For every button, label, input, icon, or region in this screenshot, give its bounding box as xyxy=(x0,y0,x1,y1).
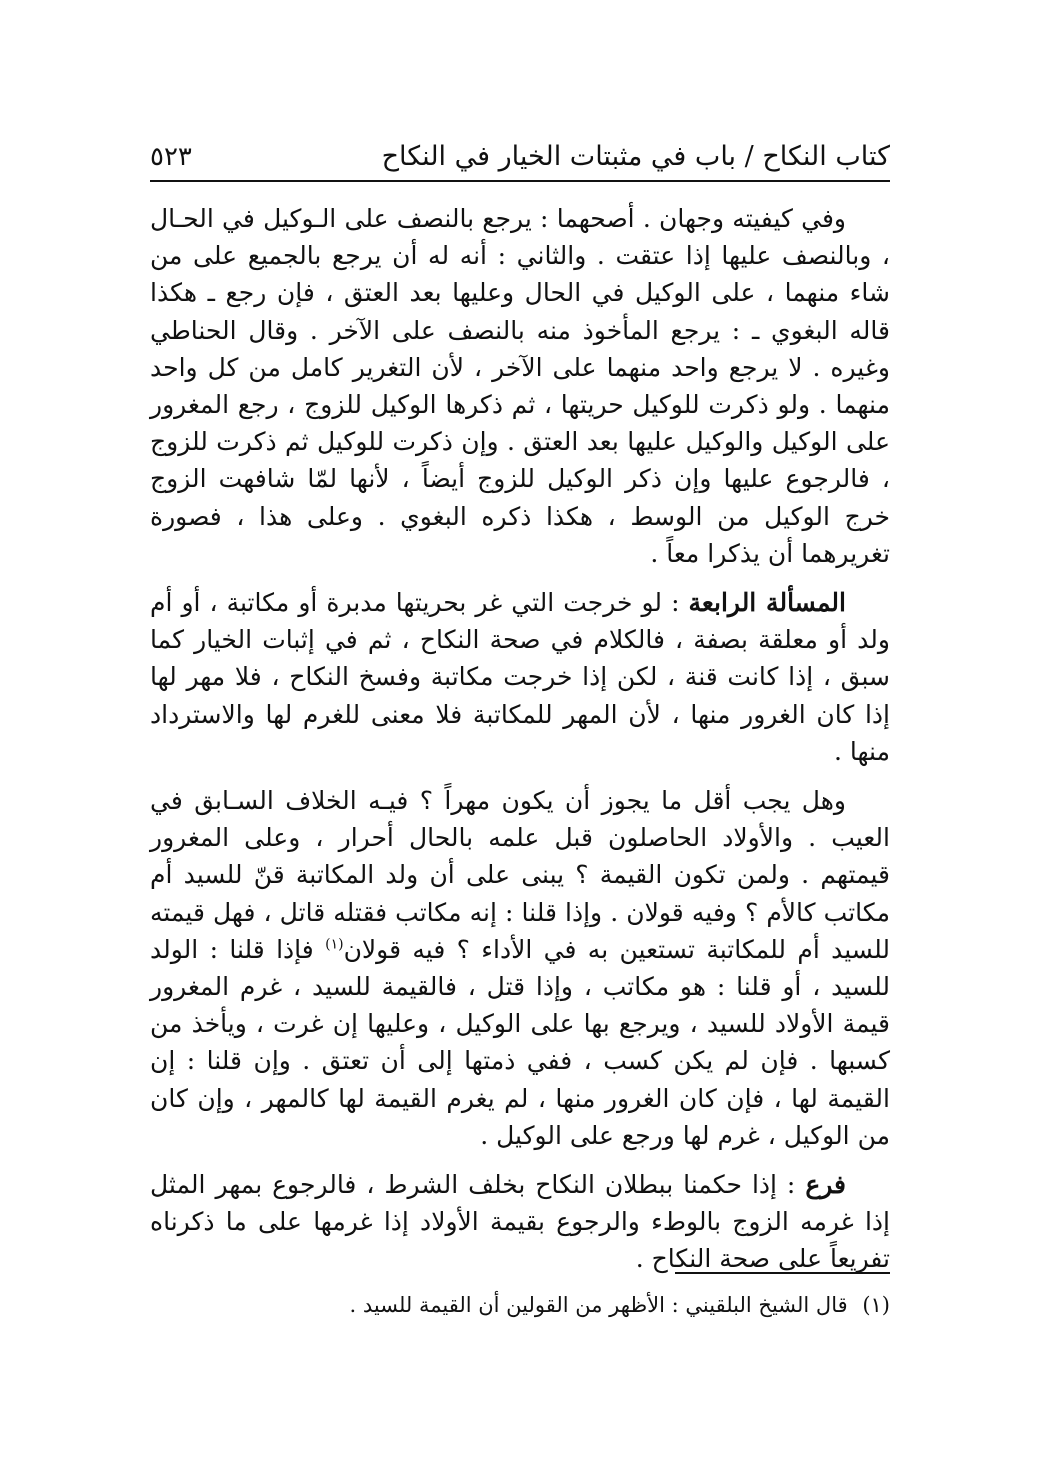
running-header xyxy=(150,130,890,182)
paragraph-4-text: : إذا حكمنا ببطلان النكاح بخلف الشرط ، فالرجوع بمهر المثل إذا غرمه الزوج بالوطء والرجوع بقيمة الأولاد إذا غرمها على ما ذكرناه تفريعاً على صحة النكاح . xyxy=(150,1170,890,1274)
paragraph-1: وفي كيفيته وجهان . أصحهما : يرجع بالنصف على الـوكيل في الحـال ، وبالنصف عليها إذا عتقت . والثاني : أنه له أن يرجع بالجميع على من شاء منهما ، على الوكيل في الحال وعليها بعد العتق ، فإن رجع ـ هكذا قاله البغوي ـ : يرجع المأخوذ منه بالنصف على الآخر . وقال الحناطي وغيره . لا يرجع واحد منهما على الآخر ، لأن التغرير كامل من كل واحد منهما . ولو ذكرت للوكيل حريتها ، ثم ذكرها الوكيل للزوج ، رجع المغرور على الوكيل والوكيل عليها بعد العتق . وإن ذكرت للوكيل ثم ذكرت للزوج ، فالرجوع عليها وإن ذكر الوكيل للزوج أيضاً ، لأنها لمّا شافهت الزوج خرج الوكيل من الوسط ، هكذا ذكره البغوي . وعلى هذا ، فصورة تغريرهما أن يذكرا معاً . xyxy=(150,204,890,568)
paragraph-4 xyxy=(150,1166,890,1278)
footnote-number: (١) xyxy=(862,1293,890,1317)
footnote-text: قال الشيخ البلقيني : الأظهر من القولين أن القيمة للسيد . xyxy=(349,1293,848,1317)
paragraph-3-text-a: وهل يجب أقل ما يجوز أن يكون مهراً ؟ فيـه الخلاف السـابق في العيب . والأولاد الحاصلون قبل علمه بالحال أحرار ، وعلى المغرور قيمتهم . ولمن تكون القيمة ؟ يبنى على أن ولد المكاتبة قنّ للسيد أم مكاتب كالأم ؟ وفيه قولان . وإذا قلنا : إنه مكاتب فقتله قاتل ، فهل قيمته للسيد أم للمكاتبة تستعين به في الأداء ؟ فيه قولان xyxy=(150,786,890,964)
page-number: ٥٢٣ xyxy=(150,142,192,172)
branch-heading: فرع xyxy=(805,1170,846,1200)
footnote-divider xyxy=(675,1272,890,1274)
paragraph-3 xyxy=(150,782,890,1154)
running-title: كتاب النكاح / باب في مثبتات الخيار في النكاح xyxy=(381,141,890,172)
main-text xyxy=(150,200,890,1278)
footnote xyxy=(150,1290,890,1320)
book-page xyxy=(150,130,890,1360)
footnote-marker: (١) xyxy=(325,936,344,953)
paragraph-2 xyxy=(150,584,890,770)
paragraph-2-text: : لو خرجت التي غر بحريتها مدبرة أو مكاتبة ، أو أم ولد أو معلقة بصفة ، فالكلام في صحة النكاح ، ثم في إثبات الخيار كما سبق ، إذا كانت قنة ، لكن إذا خرجت مكاتبة وفسخ النكاح ، فلا مهر لها إذا كان الغرور منها ، لأن المهر للمكاتبة فلا معنى للغرم لها والاسترداد منها . xyxy=(150,588,890,766)
issue-heading: المسألة الرابعة xyxy=(688,588,846,618)
paragraph-3-text-b: فإذا قلنا : الولد للسيد ، أو قلنا : هو مكاتب ، وإذا قتل ، فالقيمة للسيد ، غرم المغرور قيمة الأولاد للسيد ، ويرجع بها على الوكيل ، وعليها إن غرت ، ويأخذ من كسبها . فإن لم يكن كسب ، ففي ذمتها إلى أن تعتق . وإن قلنا : إن القيمة لها ، فإن كان الغرور منها ، لم يغرم القيمة لها كالمهر ، وإن كان من الوكيل ، غرم لها ورجع على الوكيل . xyxy=(150,934,890,1150)
